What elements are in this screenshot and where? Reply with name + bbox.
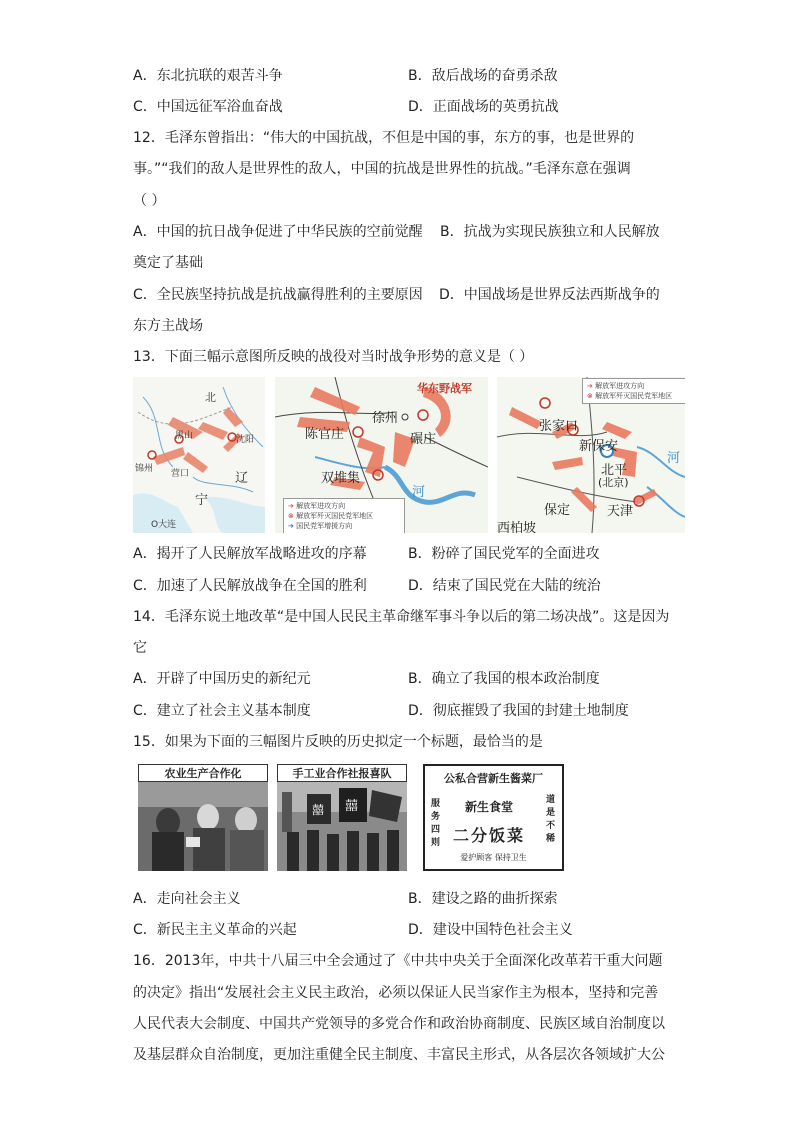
- map-huaihai: [275, 377, 488, 533]
- nianzhuang-marker: [418, 410, 428, 420]
- q13-option-a: A．揭开了人民解放军战略进攻的序幕: [133, 546, 367, 562]
- q14-stem-line1: 14．毛泽东说土地改革“是中国人民民主革命继军事斗争以后的第二场决战”。这是因为: [133, 609, 670, 625]
- q14-option-a: A．开辟了中国历史的新纪元: [133, 671, 311, 687]
- map2-xuzhou: 徐州: [372, 411, 399, 426]
- q16-line3: 人民代表大会制度、中国共产党领导的多党合作和政治协商制度、民族区域自治制度以: [133, 1016, 665, 1032]
- q12-option-c: C．全民族坚持抗战是抗战赢得胜利的主要原因: [133, 287, 423, 303]
- map1-liao: 辽: [235, 471, 249, 486]
- svg-text:囍: 囍: [345, 799, 359, 814]
- map3-xinbaoan: 新保安: [579, 439, 619, 454]
- q16-line2: 的决定》指出“发展社会主义民主政治，必须以保证人民当家作主为根本，坚持和完善: [133, 985, 659, 1001]
- photo-handicraft-cooperative: [277, 764, 407, 871]
- photo2-caption: 手工业合作社报喜队: [277, 764, 407, 782]
- map3-legend-annihilate: 解放军歼灭国民党军地区: [595, 392, 673, 400]
- map2-army: 华东野战军: [417, 382, 472, 395]
- map-liaoshen-drawing: [133, 377, 265, 533]
- map-pingjin: [497, 377, 685, 533]
- q16-line1: 16．2013年，中共十八届三中全会通过了《中共中央关于全面深化改革若干重大问题: [133, 953, 663, 969]
- q11-option-b: B．敌后战场的奋勇杀敌: [408, 68, 558, 84]
- map1-yingkou: 营口: [171, 469, 190, 479]
- q15-option-d: D．建设中国特色社会主义: [408, 922, 573, 938]
- photo3-line2: 二分饭菜: [453, 826, 526, 845]
- jinzhou-marker: [148, 451, 156, 459]
- q14-option-d: D．彻底摧毁了我国的封建土地制度: [408, 703, 629, 719]
- q11-option-a: A．东北抗联的艰苦斗争: [133, 68, 283, 84]
- photo3-left-text: 服务四则: [431, 799, 441, 848]
- q12-option-d-cont: 东方主战场: [133, 318, 203, 334]
- map2-river: 河: [412, 485, 426, 500]
- q11-option-d: D．正面战场的英勇抗战: [408, 99, 559, 115]
- q12-option-b-cont: 奠定了基础: [133, 255, 203, 271]
- q15-option-b: B．建设之路的曲折探索: [408, 891, 558, 907]
- map3-xibaipo: 西柏坡: [497, 521, 537, 533]
- zhangjiakou-marker: [540, 398, 550, 408]
- map2-shuangduiji: 双堆集: [321, 471, 361, 486]
- q15-option-c: C．新民主主义革命的兴起: [133, 922, 297, 938]
- photo3-bottom-text: 爱护顾客 保持卫生: [460, 853, 527, 862]
- q13-option-b: B．粉碎了国民党军的全面进攻: [408, 546, 600, 562]
- map3-zhangjiakou: 张家口: [539, 419, 579, 434]
- map1-jinzhou: 锦州: [135, 464, 154, 474]
- q12-stem-line2: 事。”“我们的敌人是世界性的敌人，中国的抗战是世界性的抗战。”毛泽东意在强调: [133, 161, 631, 177]
- q13-option-c: C．加速了人民解放战争在全国的胜利: [133, 578, 367, 594]
- q15-option-a: A．走向社会主义: [133, 891, 241, 907]
- map2-legend: ➔ 解放军进攻方向 ⊗ 解放军歼灭国民党军地区 ➔ 国民党军增援方向: [283, 498, 405, 533]
- photo1-caption: 农业生产合作化: [138, 764, 268, 782]
- q12-option-b: B．抗战为实现民族独立和人民解放: [440, 224, 660, 240]
- map2-legend-annihilate: 解放军歼灭国民党军地区: [296, 512, 374, 520]
- map1-shenyang: 沈阳: [236, 435, 255, 445]
- map3-legend-attack: 解放军进攻方向: [595, 382, 645, 390]
- q14-stem-line2: 它: [133, 640, 147, 656]
- q14-option-c: C．建立了社会主义基本制度: [133, 703, 311, 719]
- q12-option-d: D．中国战场是世界反法西斯战争的: [439, 287, 660, 303]
- map2-chenguanzhuang: 陈官庄: [305, 427, 345, 442]
- photo-agricultural-cooperative: [138, 764, 268, 871]
- q11-option-c: C．中国远征军浴血奋战: [133, 99, 283, 115]
- photo-public-private-factory: [423, 764, 564, 871]
- map1-dalian: O大连: [151, 520, 177, 530]
- map3-legend: ➔ 解放军进攻方向 ⊗ 解放军歼灭国民党军地区: [582, 378, 685, 404]
- map3-beiping: 北平: [601, 463, 628, 478]
- svg-text:囍: 囍: [312, 803, 325, 817]
- map1-ning: 宁: [195, 493, 209, 508]
- map2-nianzhuang: 碾庄: [410, 432, 437, 447]
- chenguanzhuang-marker: [353, 427, 363, 437]
- map3-beijing: (北京): [598, 476, 629, 489]
- q16-line4: 及基层群众自治制度，更加注重健全民主制度、丰富民主形式，从各层次各领域扩大公: [133, 1047, 665, 1063]
- q14-option-b: B．确立了我国的根本政治制度: [408, 671, 600, 687]
- map1-heishan: 黑山: [175, 431, 194, 441]
- q13-stem: 13．下面三幅示意图所反映的战役对当时战争形势的意义是（ ）: [133, 349, 534, 365]
- map3-river: 河: [667, 451, 681, 466]
- map-liaoshen: [133, 377, 265, 533]
- photo3-title: 公私合营新生酱菜厂: [444, 772, 543, 785]
- map1-north: 北: [205, 391, 216, 404]
- map2-legend-attack: 解放军进攻方向: [296, 502, 346, 510]
- q12-stem-line3: （ ）: [133, 193, 166, 209]
- q13-option-d: D．结束了国民党在大陆的统治: [408, 578, 601, 594]
- q12-stem-line1: 12．毛泽东曾指出：“伟大的中国抗战，不但是中国的事，东方的事，也是世界的: [133, 130, 635, 146]
- photo2-image: [277, 782, 407, 871]
- q15-stem: 15．如果为下面的三幅图片反映的历史拟定一个标题，最恰当的是: [133, 734, 543, 750]
- photo3-line1: 新生食堂: [465, 800, 514, 814]
- photo3-right-text: 道是不稀: [546, 795, 556, 844]
- photo1-image: [138, 782, 268, 871]
- q12-option-a: A．中国的抗日战争促进了中华民族的空前觉醒: [133, 224, 423, 240]
- map2-legend-reinforce: 国民党军增援方向: [296, 522, 353, 530]
- map3-baoding: 保定: [544, 503, 571, 518]
- map3-tianjin: 天津: [607, 504, 634, 519]
